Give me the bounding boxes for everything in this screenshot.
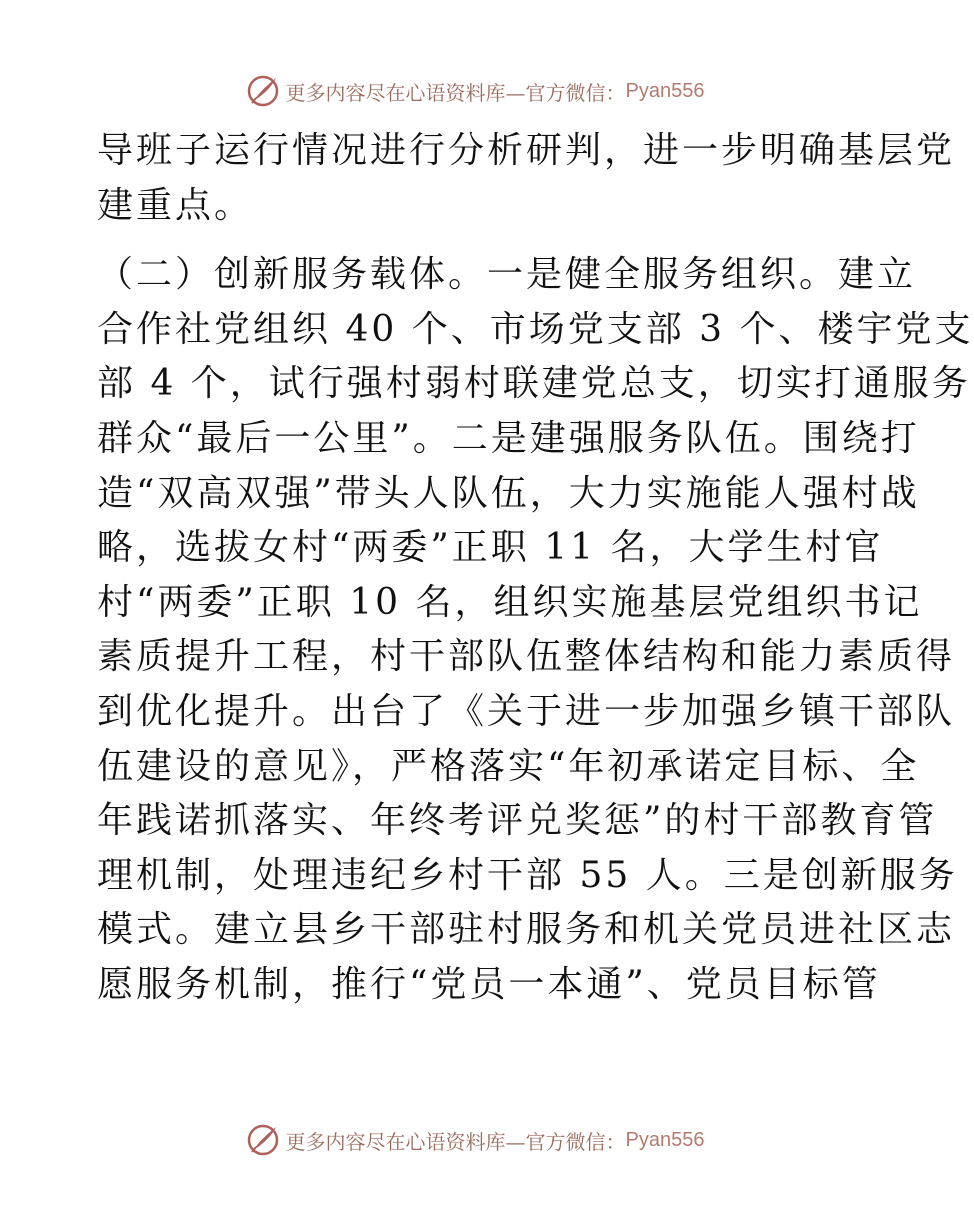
- text-line: 年践诺抓落实、年终考评兑奖惩”的村干部教育管: [97, 800, 938, 842]
- text-line: 导班子运行情况进行分析研判，进一步明确基层党: [97, 130, 956, 171]
- document-body: [97, 124, 974, 1013]
- text-line: 建重点。: [97, 184, 254, 226]
- quill-logo-icon: [246, 74, 280, 108]
- text-line: 素质提升工程，村干部队伍整体结构和能力素质得: [97, 636, 956, 678]
- header-watermark: [0, 71, 950, 111]
- quill-logo-icon: [246, 1123, 280, 1157]
- watermark-text: 更多内容尽在心语资料库—官方微信：: [285, 80, 626, 105]
- text-line: 略，选拔女村“两委”正职 11 名，大学生村官: [97, 527, 884, 569]
- text-line: 造“双高双强”带头人队伍，大力实施能人强村战: [97, 472, 920, 514]
- text-line: 部 4 个，试行强村弱村联建党总支，切实打通服务: [97, 363, 971, 405]
- text-line: 到优化提升。出台了《关于进一步加强乡镇干部队: [97, 690, 956, 732]
- paragraph-2: [97, 248, 974, 1012]
- text-line: （二）创新服务载体。一是健全服务组织。建立: [97, 254, 917, 296]
- text-line: 合作社党组织 40 个、市场党支部 3 个、楼宇党支: [97, 308, 974, 350]
- text-line: 理机制，处理违纪乡村干部 55 人。三是创新服务: [97, 854, 958, 896]
- text-line: 伍建设的意见》，严格落实“年初承诺定目标、全: [97, 745, 920, 787]
- watermark-wechat-id: Pyan556: [625, 79, 705, 102]
- text-line: 村“两委”正职 10 名，组织实施基层党组织书记: [97, 581, 923, 623]
- paragraph-1: [97, 124, 956, 233]
- text-line: 群众“最后一公里”。二是建强服务队伍。围绕打: [97, 417, 920, 459]
- text-line: 模式。建立县乡干部驻村服务和机关党员进社区志: [97, 909, 956, 951]
- watermark-text: 更多内容尽在心语资料库—官方微信：: [285, 1129, 626, 1154]
- footer-watermark: [0, 1120, 950, 1160]
- watermark-wechat-id: Pyan556: [625, 1128, 705, 1151]
- text-line: 愿服务机制，推行“党员一本通”、党员目标管: [97, 963, 881, 1005]
